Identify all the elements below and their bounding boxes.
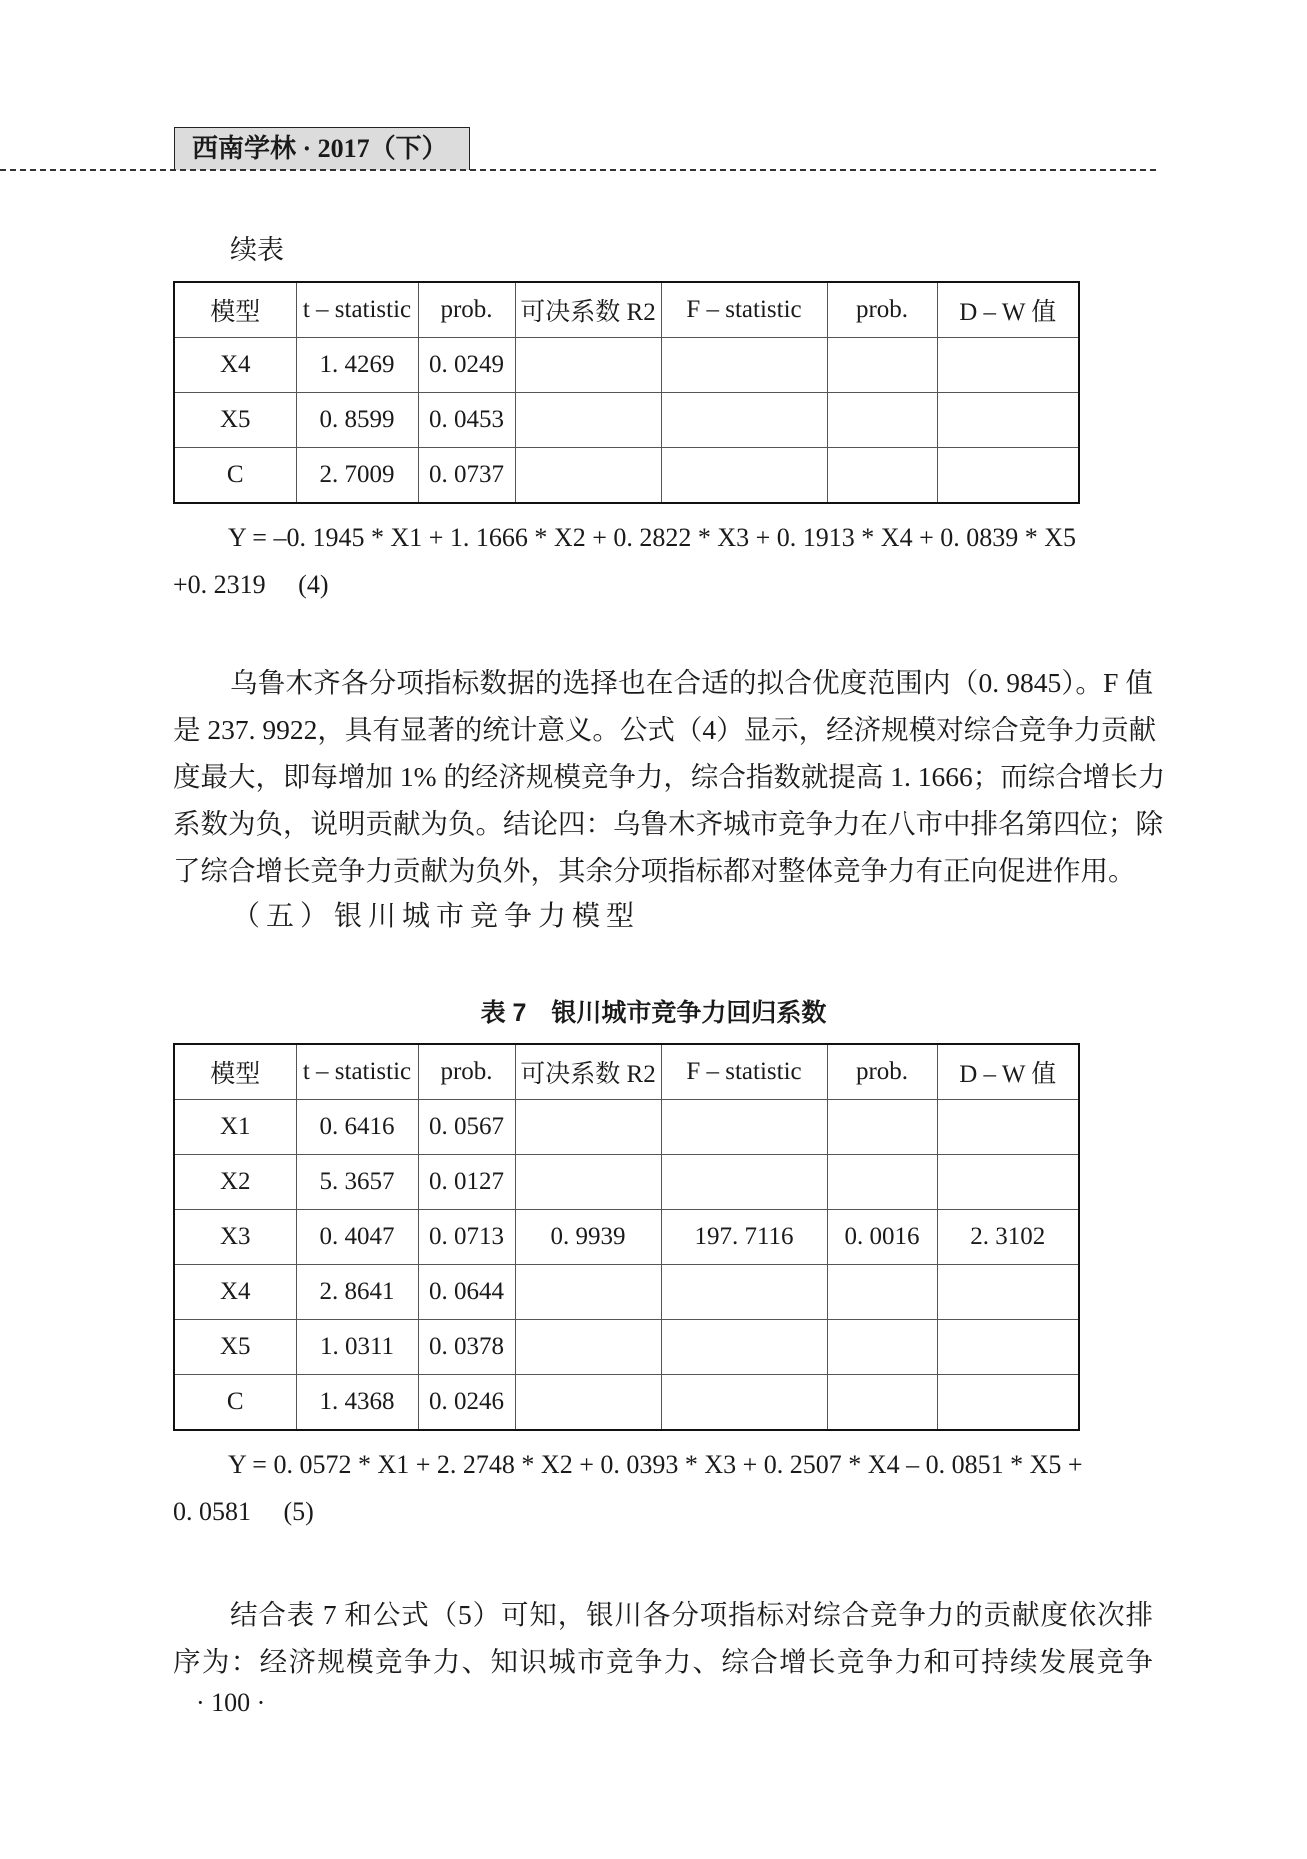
header-dashed-rule	[0, 169, 1156, 171]
table-cell	[937, 448, 1079, 504]
table-cell: 197. 7116	[661, 1210, 827, 1265]
table-row	[174, 1100, 1079, 1155]
column-header: F – statistic	[661, 282, 827, 338]
table-cell	[827, 448, 937, 504]
table-cell: 0. 0567	[418, 1100, 515, 1155]
journal-header	[174, 127, 470, 170]
table-cell	[515, 393, 661, 448]
table-cell	[827, 1100, 937, 1155]
table-7-regression	[173, 1043, 1080, 1431]
table-cell	[661, 393, 827, 448]
table-cell	[661, 1155, 827, 1210]
table-cell: X4	[174, 1265, 296, 1320]
table-cell: 2. 3102	[937, 1210, 1079, 1265]
paragraph-line: 系数为负，说明贡献为负。结论四：乌鲁木齐城市竞争力在八市中排名第四位；除	[173, 808, 1163, 839]
table-cell: C	[174, 1375, 296, 1431]
table-cell: X3	[174, 1210, 296, 1265]
table-cell	[515, 1375, 661, 1431]
table-row	[174, 338, 1079, 393]
table-cell	[937, 1155, 1079, 1210]
table-cell	[661, 1265, 827, 1320]
column-header: 可决系数 R2	[515, 1044, 661, 1100]
table-cell: 0. 0644	[418, 1265, 515, 1320]
table-header-row	[174, 282, 1079, 338]
table-cell: 0. 0378	[418, 1320, 515, 1375]
table-cell	[827, 1265, 937, 1320]
column-header: D – W 值	[937, 282, 1079, 338]
column-header: F – statistic	[661, 1044, 827, 1100]
section-heading: （五）银川城市竞争力模型	[232, 901, 641, 932]
table-cell	[937, 1320, 1079, 1375]
table-cell: 0. 0016	[827, 1210, 937, 1265]
paragraph-line: 了综合增长竞争力贡献为负外，其余分项指标都对整体竞争力有正向促进作用。	[173, 855, 1136, 886]
table-row	[174, 1265, 1079, 1320]
table-cell: 2. 8641	[296, 1265, 418, 1320]
table-cell	[661, 338, 827, 393]
table-cell	[937, 1265, 1079, 1320]
table-cell: X1	[174, 1100, 296, 1155]
table-row	[174, 448, 1079, 504]
column-header: prob.	[827, 1044, 937, 1100]
table-cell: 0. 4047	[296, 1210, 418, 1265]
table-cell: 0. 0453	[418, 393, 515, 448]
table-cell: 2. 7009	[296, 448, 418, 504]
table-cell	[661, 1320, 827, 1375]
paragraph-urumqi-conclusion	[173, 659, 1166, 894]
table-cell	[515, 1320, 661, 1375]
table-cell	[827, 338, 937, 393]
table-cell	[661, 1100, 827, 1155]
table-cell: X2	[174, 1155, 296, 1210]
table-cell: 1. 4269	[296, 338, 418, 393]
table-header-row	[174, 1044, 1079, 1100]
column-header: 模型	[174, 1044, 296, 1100]
table-cell: X4	[174, 338, 296, 393]
paragraph-line: 乌鲁木齐各分项指标数据的选择也在合适的拟合优度范围内（0. 9845）。F 值	[230, 667, 1153, 698]
column-header: t – statistic	[296, 1044, 418, 1100]
table-row	[174, 393, 1079, 448]
equation-5-line2: 0. 0581 (5)	[173, 1497, 314, 1526]
table-cell: 0. 9939	[515, 1210, 661, 1265]
table-cell	[937, 338, 1079, 393]
column-header: prob.	[418, 1044, 515, 1100]
table-cell	[937, 393, 1079, 448]
table-cell	[827, 1320, 937, 1375]
table-row	[174, 1155, 1079, 1210]
table-cell: 0. 0249	[418, 338, 515, 393]
table-cell	[827, 1375, 937, 1431]
journal-header-text: 西南学林 · 2017（下）	[192, 134, 448, 163]
table-7-caption: 表 7 银川城市竞争力回归系数	[480, 999, 827, 1027]
table-cell: 5. 3657	[296, 1155, 418, 1210]
table-cell: 0. 0246	[418, 1375, 515, 1431]
continued-regression-table	[173, 281, 1080, 504]
column-header: 可决系数 R2	[515, 282, 661, 338]
paragraph-line: 是 237. 9922，具有显著的统计意义。公式（4）显示，经济规模对综合竞争力贡献	[173, 714, 1157, 745]
column-header: prob.	[827, 282, 937, 338]
table-cell: 1. 0311	[296, 1320, 418, 1375]
table-cell: 0. 8599	[296, 393, 418, 448]
paragraph-line: 序为：经济规模竞争力、知识城市竞争力、综合增长竞争力和可持续发展竞争	[173, 1646, 1153, 1677]
table-cell	[937, 1375, 1079, 1431]
paragraph-yinchuan-ranking	[173, 1591, 1153, 1685]
table-cell: X5	[174, 393, 296, 448]
table-cell	[937, 1100, 1079, 1155]
table-row	[174, 1375, 1079, 1431]
table-cell: 0. 0737	[418, 448, 515, 504]
table-cell	[661, 1375, 827, 1431]
table-cell	[661, 448, 827, 504]
table-cell: X5	[174, 1320, 296, 1375]
paragraph-line: 结合表 7 和公式（5）可知，银川各分项指标对综合竞争力的贡献度依次排	[230, 1599, 1153, 1630]
equation-5-line1: Y = 0. 0572 * X1 + 2. 2748 * X2 + 0. 0393 * X3 + 0. 2507 * X4 – 0. 0851 * X5 +	[228, 1450, 1083, 1479]
column-header: prob.	[418, 282, 515, 338]
column-header: t – statistic	[296, 282, 418, 338]
table-cell: 1. 4368	[296, 1375, 418, 1431]
equation-4-line1: Y = –0. 1945 * X1 + 1. 1666 * X2 + 0. 2822 * X3 + 0. 1913 * X4 + 0. 0839 * X5	[228, 523, 1077, 552]
table-cell	[515, 1155, 661, 1210]
table-cell: 0. 6416	[296, 1100, 418, 1155]
page-number: · 100 ·	[196, 1688, 266, 1717]
column-header: D – W 值	[937, 1044, 1079, 1100]
table-cell: C	[174, 448, 296, 504]
table-cell	[827, 1155, 937, 1210]
table-cell	[827, 393, 937, 448]
continued-table-label: 续表	[230, 235, 284, 265]
table-cell: 0. 0127	[418, 1155, 515, 1210]
table-cell	[515, 1100, 661, 1155]
table-cell: 0. 0713	[418, 1210, 515, 1265]
table-cell	[515, 1265, 661, 1320]
table-cell	[515, 338, 661, 393]
table-row	[174, 1320, 1079, 1375]
table-cell	[515, 448, 661, 504]
column-header: 模型	[174, 282, 296, 338]
paragraph-line: 度最大，即每增加 1% 的经济规模竞争力，综合指数就提高 1. 1666；而综合增长力	[173, 761, 1166, 792]
table-row	[174, 1210, 1079, 1265]
equation-4-line2: +0. 2319 (4)	[173, 570, 329, 599]
